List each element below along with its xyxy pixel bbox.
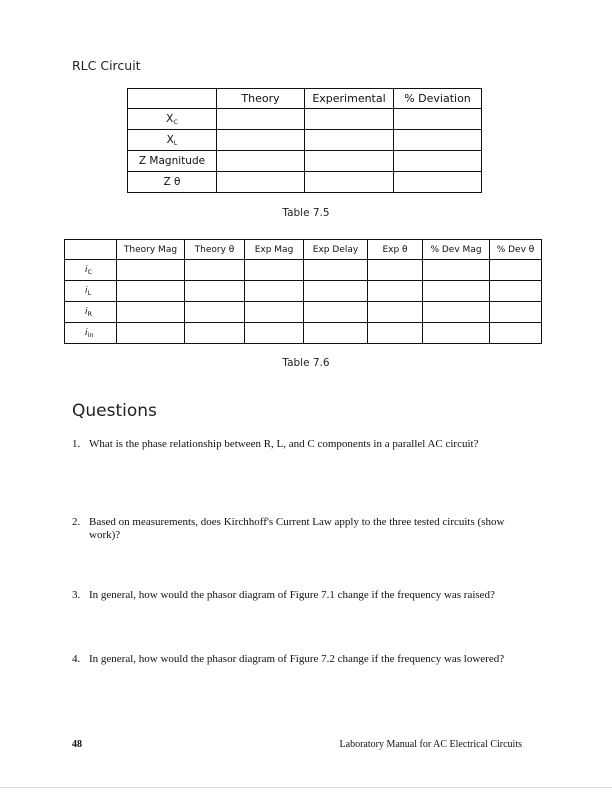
table-caption: Table 7.5: [282, 207, 330, 219]
table-cell: [185, 323, 245, 344]
table-cell: [117, 281, 185, 302]
table-cell: [304, 281, 368, 302]
table-header-cell: Exp Mag: [245, 240, 304, 260]
table-cell: [304, 323, 368, 344]
row-label-ic: $i_C$: [65, 260, 117, 281]
table-header-cell: Exp θ: [368, 240, 423, 260]
table-cell: [490, 302, 542, 323]
questions-heading: Questions: [72, 401, 157, 421]
table-cell: [185, 281, 245, 302]
table-cell: [117, 260, 185, 281]
table-cell: [245, 260, 304, 281]
table-row: [128, 151, 482, 172]
table-cell: [368, 302, 423, 323]
table-header-row: [128, 89, 482, 109]
table-cell: [490, 281, 542, 302]
table-row: [128, 130, 482, 151]
question-number: 4.: [72, 653, 81, 665]
table-cell: [304, 302, 368, 323]
table-header-cell: Exp Delay: [304, 240, 368, 260]
question-item: [72, 653, 532, 666]
question-number: 3.: [72, 589, 81, 601]
table-cell: [117, 323, 185, 344]
table-row: [65, 260, 542, 281]
table-row: [65, 323, 542, 344]
page-number: 48: [72, 739, 82, 750]
table-cell: [423, 260, 490, 281]
table-cell: [394, 109, 482, 130]
table-cell: [305, 109, 394, 130]
table-cell: [217, 172, 305, 193]
table-cell: [245, 323, 304, 344]
page-bottom-edge: [0, 787, 612, 788]
question-text: What is the phase relationship between R, L, and C components in a parallel AC circuit?: [89, 438, 479, 450]
table-cell: [245, 302, 304, 323]
row-label-xc: $X_C$: [128, 109, 217, 130]
table-header-cell: Theory: [217, 89, 305, 109]
table-header-row: [65, 240, 542, 260]
table-cell: [245, 281, 304, 302]
table-cell: [368, 260, 423, 281]
table-cell: [117, 302, 185, 323]
section-title: RLC Circuit: [72, 58, 141, 73]
table-cell: [394, 130, 482, 151]
table-header-cell: [65, 240, 117, 260]
table-cell: [423, 281, 490, 302]
row-label-il: $i_L$: [65, 281, 117, 302]
table-cell: [185, 302, 245, 323]
book-title: Laboratory Manual for AC Electrical Circuits: [339, 739, 522, 750]
table-row: [128, 172, 482, 193]
table-cell: [394, 172, 482, 193]
table-7-5: [127, 88, 482, 193]
row-label-iin: $i_{in}$: [65, 323, 117, 344]
question-text: In general, how would the phasor diagram of Figure 7.2 change if the frequency was lowered?: [89, 653, 505, 665]
table-header-cell: % Dev Mag: [423, 240, 490, 260]
question-item: [72, 516, 532, 542]
table-cell: [423, 302, 490, 323]
table-cell: [304, 260, 368, 281]
table-row: [65, 302, 542, 323]
table-cell: [305, 151, 394, 172]
table-cell: [394, 151, 482, 172]
table-header-cell: % Deviation: [394, 89, 482, 109]
table-cell: [305, 172, 394, 193]
question-number: 2.: [72, 516, 81, 528]
table-cell: [368, 281, 423, 302]
row-label-ir: $i_R$: [65, 302, 117, 323]
table-header-cell: Experimental: [305, 89, 394, 109]
row-label-z-magnitude: Z Magnitude: [128, 151, 217, 172]
table-row: [128, 109, 482, 130]
table-cell: [217, 130, 305, 151]
table-header-cell: % Dev θ: [490, 240, 542, 260]
table-cell: [305, 130, 394, 151]
table-cell: [217, 151, 305, 172]
table-cell: [368, 323, 423, 344]
table-cell: [490, 323, 542, 344]
table-7-6: [64, 239, 542, 344]
table-cell: [185, 260, 245, 281]
table-row: [65, 281, 542, 302]
table-cell: [423, 323, 490, 344]
row-label-z-theta: Z θ: [128, 172, 217, 193]
table-header-cell: Theory θ: [185, 240, 245, 260]
row-label-xl: $X_L$: [128, 130, 217, 151]
table-header-cell: Theory Mag: [117, 240, 185, 260]
table-header-cell: [128, 89, 217, 109]
question-text: In general, how would the phasor diagram of Figure 7.1 change if the frequency was raised?: [89, 589, 495, 601]
question-text: Based on measurements, does Kirchhoff's Current Law apply to the three tested circuits (show work)?: [89, 516, 505, 541]
question-item: [72, 438, 532, 451]
table-cell: [217, 109, 305, 130]
question-item: [72, 589, 532, 602]
question-number: 1.: [72, 438, 81, 450]
table-caption: Table 7.6: [282, 357, 330, 369]
table-cell: [490, 260, 542, 281]
